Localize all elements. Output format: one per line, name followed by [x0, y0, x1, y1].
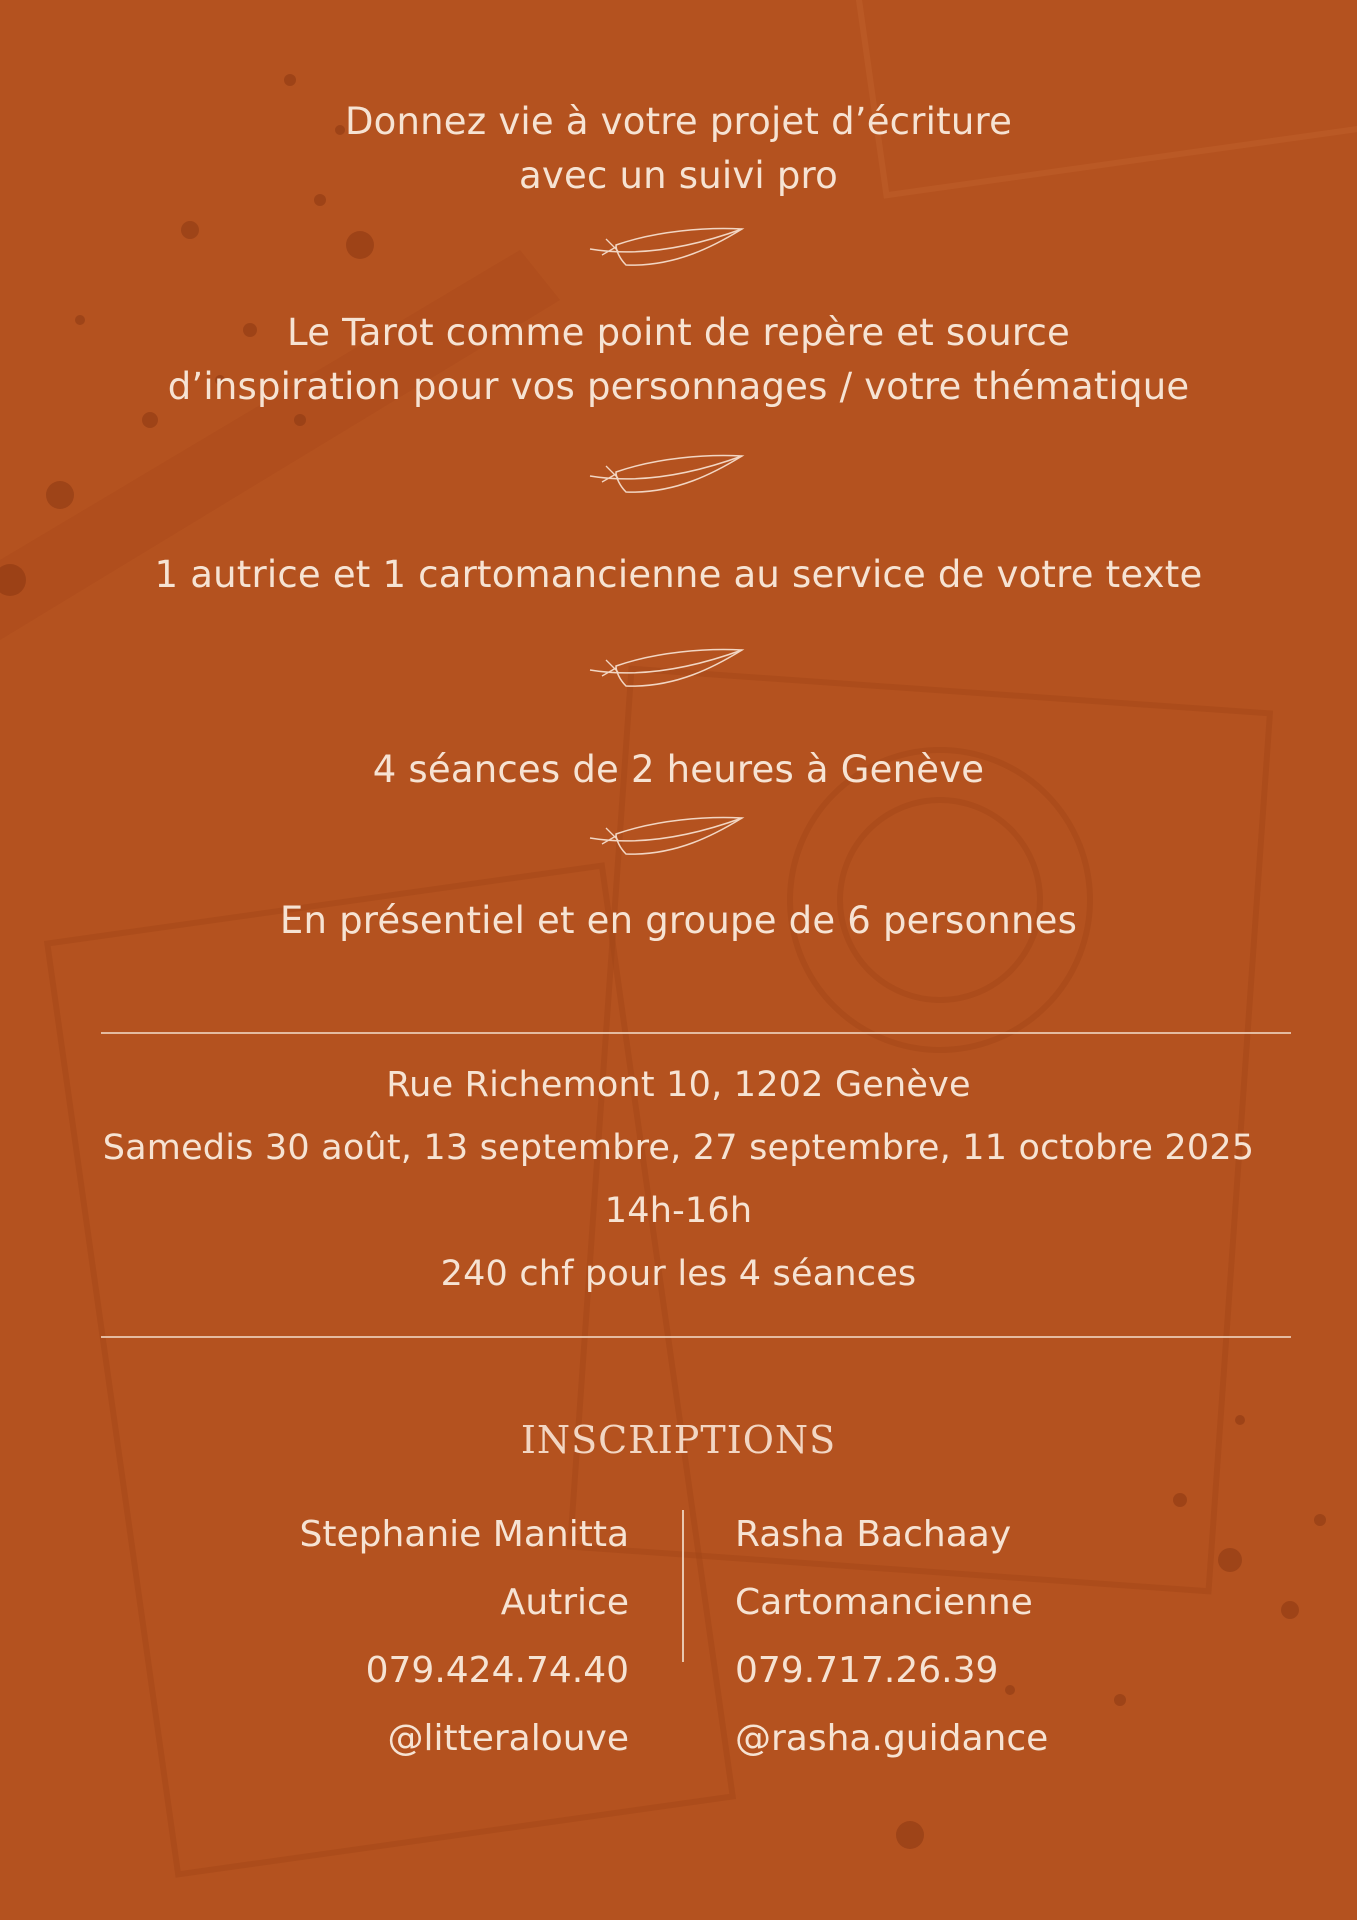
- time: 14h-16h: [604, 1191, 753, 1231]
- divider-bottom: [101, 1336, 1291, 1338]
- inscriptions-heading: INSCRIPTIONS: [520, 1418, 837, 1462]
- contact-handle[interactable]: @litteralouve: [387, 1718, 629, 1759]
- tarot-line-2: d’inspiration pour vos personnages / votre thématique: [167, 365, 1190, 408]
- dates: Samedis 30 août, 13 septembre, 27 septembre, 11 octobre 2025: [102, 1128, 1255, 1168]
- price: 240 chf pour les 4 séances: [440, 1254, 917, 1294]
- feather-icon: [586, 646, 746, 692]
- contact-divider: [682, 1510, 684, 1662]
- feather-icon: [586, 452, 746, 498]
- divider-top: [101, 1032, 1291, 1034]
- contact-phone[interactable]: 079.424.74.40: [365, 1650, 629, 1691]
- contact-phone[interactable]: 079.717.26.39: [735, 1650, 999, 1691]
- contact-role: Autrice: [500, 1582, 629, 1623]
- contact-name: Stephanie Manitta: [299, 1514, 629, 1555]
- group-line: En présentiel et en groupe de 6 personnes: [279, 899, 1078, 942]
- intro-line-2: avec un suivi pro: [519, 154, 838, 197]
- intro-line-1: Donnez vie à votre projet d’écriture: [344, 100, 1013, 143]
- contact-handle[interactable]: @rasha.guidance: [735, 1718, 1049, 1759]
- address: Rue Richemont 10, 1202 Genève: [386, 1065, 971, 1105]
- team-line: 1 autrice et 1 cartomancienne au service de votre texte: [154, 553, 1203, 596]
- contact-left: [209, 1501, 629, 1773]
- feather-icon: [586, 814, 746, 860]
- feather-icon: [586, 225, 746, 271]
- contact-name: Rasha Bachaay: [735, 1514, 1012, 1555]
- contact-role: Cartomancienne: [735, 1582, 1033, 1623]
- tarot-line-1: Le Tarot comme point de repère et source: [287, 311, 1070, 354]
- contact-right: [735, 1501, 1155, 1773]
- sessions-line: 4 séances de 2 heures à Genève: [372, 748, 985, 791]
